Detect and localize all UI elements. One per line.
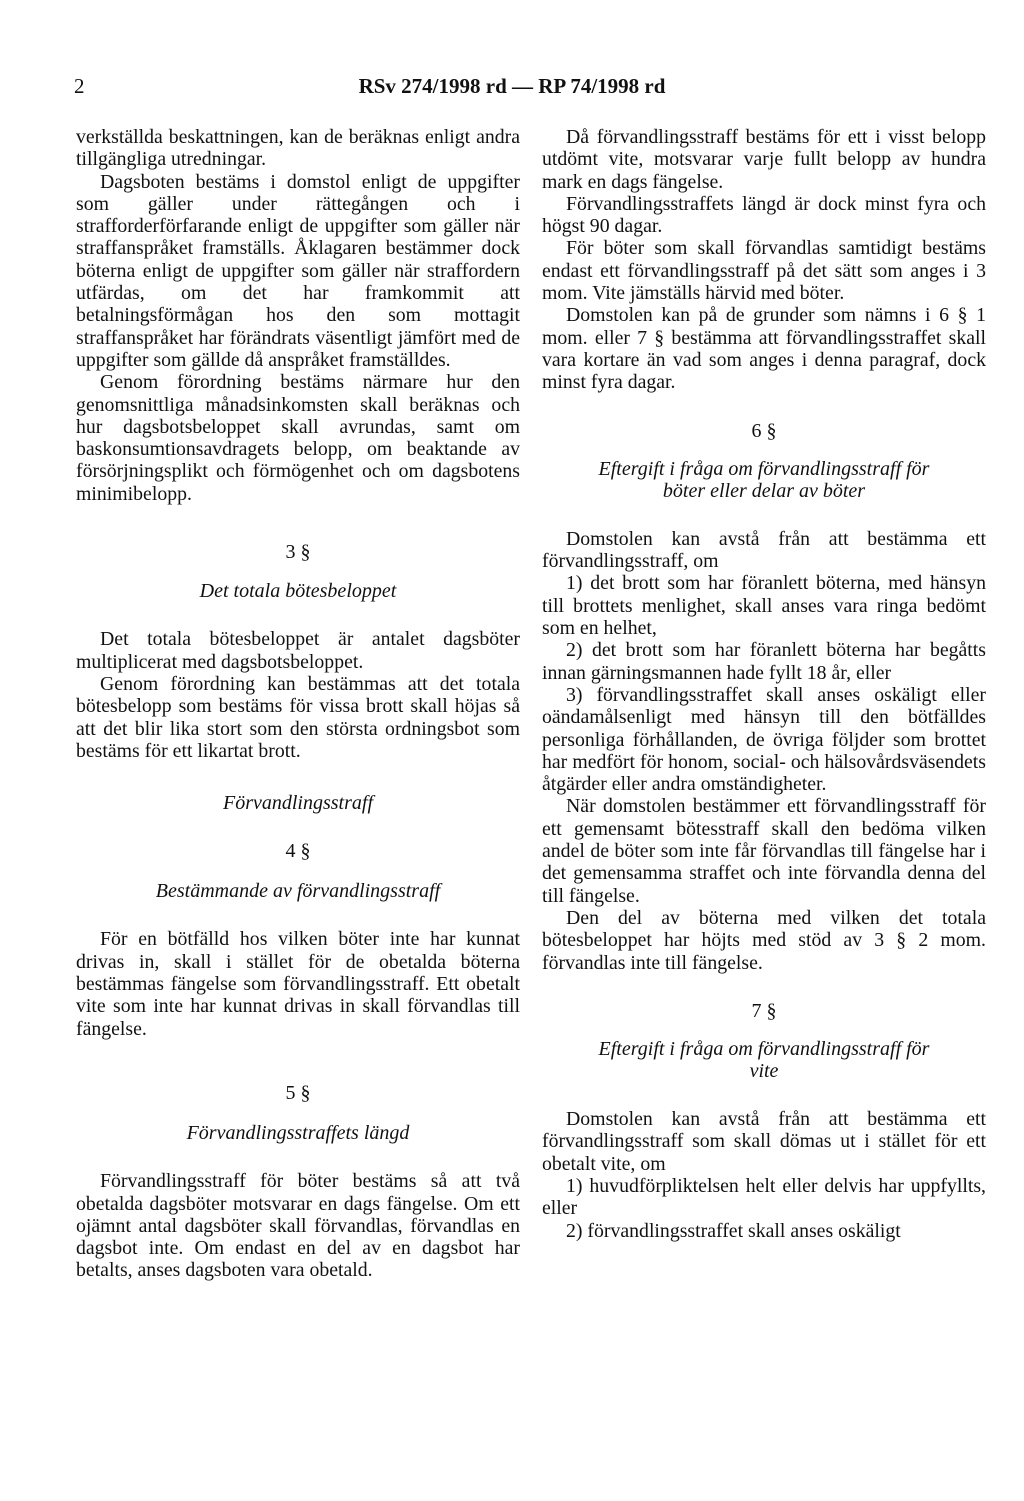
list-item: 3) förvandlingsstraffet skall anses oskäligt eller oändamålsenligt med hänsyn till den bötfälldes personliga förhållanden, de övriga följder som brottet har medfört för honom, social- och hälsovårdsväsendets åtgärder eller andra omständigheter.: [542, 683, 986, 796]
paragraph: Domstolen kan på de grunder som nämns i 6 § 1 mom. eller 7 § bestämma att förvandlingsstraffet skall vara kortare än vad som anges i denna paragraf, dock minst fyra dagar.: [542, 304, 986, 394]
section-number: 3 §: [285, 541, 311, 564]
section-title: Det totala bötesbeloppet: [199, 580, 397, 603]
paragraph: Förvandlingsstraff för böter bestäms så att två obetalda dagsböter motsvarar en dags fängelse. Om ett ojämnt antal dagsböter skall förvandlas, förvandlas en dagsbot inte. Om endast en del av en dagsbot har betalts, anses dagsboten vara obetald.: [76, 1170, 520, 1282]
section-number: 6 §: [751, 419, 777, 442]
paragraph: För en bötfälld hos vilken böter inte har kunnat drivas in, skall i stället för de obetalda böterna bestämmas fängelse som förvandlingsstraff. Ett obetalt vite som inte har kunnat drivas in skall förvandlas till fängelse.: [76, 928, 520, 1040]
paragraph: För böter som skall förvandlas samtidigt bestäms endast ett förvandlingsstraff på det sätt som anges i 3 mom. Vite jämställs härvid med böter.: [542, 237, 986, 305]
section-title-line: Eftergift i fråga om förvandlingsstraff för: [598, 457, 930, 480]
section-title-line: Eftergift i fråga om förvandlingsstraff för: [598, 1038, 930, 1061]
section-number: 5 §: [285, 1081, 311, 1104]
paragraph: Den del av böterna med vilken det totala bötesbeloppet har höjts med stöd av 3 § 2 mom. förvandlas inte till fängelse.: [542, 906, 986, 974]
list-item: 1) huvudförpliktelsen helt eller delvis har uppfyllts, eller: [542, 1174, 986, 1220]
section-title: Förvandlingsstraffets längd: [186, 1122, 410, 1145]
section-title-line: böter eller delar av böter: [662, 479, 866, 502]
section-number: 4 §: [285, 840, 311, 863]
section-number: 7 §: [751, 999, 777, 1022]
paragraph: Då förvandlingsstraff bestäms för ett i visst belopp utdömt vite, motsvarar varje fullt belopp av hundra mark en dags fängelse.: [542, 126, 986, 193]
paragraph: Genom förordning bestäms närmare hur den genomsnittliga månadsinkomsten skall beräknas och hur dagsbotsbeloppet skall avrundas, samt om baskonsumtionsavdragets belopp, om beaktande av försörjningsplikt och förmögenhet och om dagsbotens minimibelopp.: [76, 371, 520, 505]
right-column: [542, 126, 986, 1242]
left-column: [76, 126, 520, 1282]
list-item: 2) förvandlingsstraffet skall anses oskäligt: [566, 1219, 901, 1242]
paragraph: Domstolen kan avstå från att bestämma ett förvandlingsstraff, om: [542, 527, 986, 573]
list-item: 1) det brott som har föranlett böterna, med hänsyn till brottets menlighet, skall anses vara ringa bedömt som en helhet,: [542, 572, 986, 640]
page-number: 2: [74, 74, 85, 98]
paragraph: När domstolen bestämmer ett förvandlingsstraff för ett gemensamt bötesstraff skall den bedöma vilken andel de böter som inte får förvandlas till fängelse har i det gemensamma straffet och inte förvandla denna del till fängelse.: [542, 795, 986, 907]
section-title-line: vite: [749, 1060, 779, 1083]
paragraph: verkställda beskattningen, kan de beräknas enligt andra tillgängliga utredningar.: [76, 126, 520, 171]
paragraph: Det totala bötesbeloppet är antalet dagsböter multiplicerat med dagsbotsbeloppet.: [76, 628, 520, 673]
page-header-title: RSv 274/1998 rd — RP 74/1998 rd: [358, 74, 666, 98]
list-item: 2) det brott som har föranlett böterna har begåtts innan gärningsmannen hade fyllt 18 år, eller: [542, 639, 986, 684]
paragraph: Genom förordning kan bestämmas att det totala bötesbelopp som bestäms för vissa brott skall höjas så att det blir lika stort som den största ordningsbot som bestäms för ett likartat brott.: [76, 672, 520, 762]
paragraph: Domstolen kan avstå från att bestämma ett förvandlingsstraff som skall dömas ut i stället för ett obetalt vite, om: [542, 1108, 986, 1175]
paragraph: Dagsboten bestäms i domstol enligt de uppgifter som gäller under rättegången och i strafforderförfarande enligt de uppgifter som gäller när straffanspråket framställs. Åklagaren bestämmer dock böterna enligt de uppgifter som gäller när straffordern utfärdas, om det har framkommit att betalningsförmågan hos den som mottagit straffanspråket har förändrats väsentligt jämfört med de uppgifter som gällde då anspråket framställdes.: [76, 170, 520, 371]
chapter-title: Förvandlingsstraff: [222, 792, 373, 815]
section-title: Bestämmande av förvandlingsstraff: [155, 880, 441, 903]
paragraph: Förvandlingsstraffets längd är dock minst fyra och högst 90 dagar.: [542, 192, 986, 238]
